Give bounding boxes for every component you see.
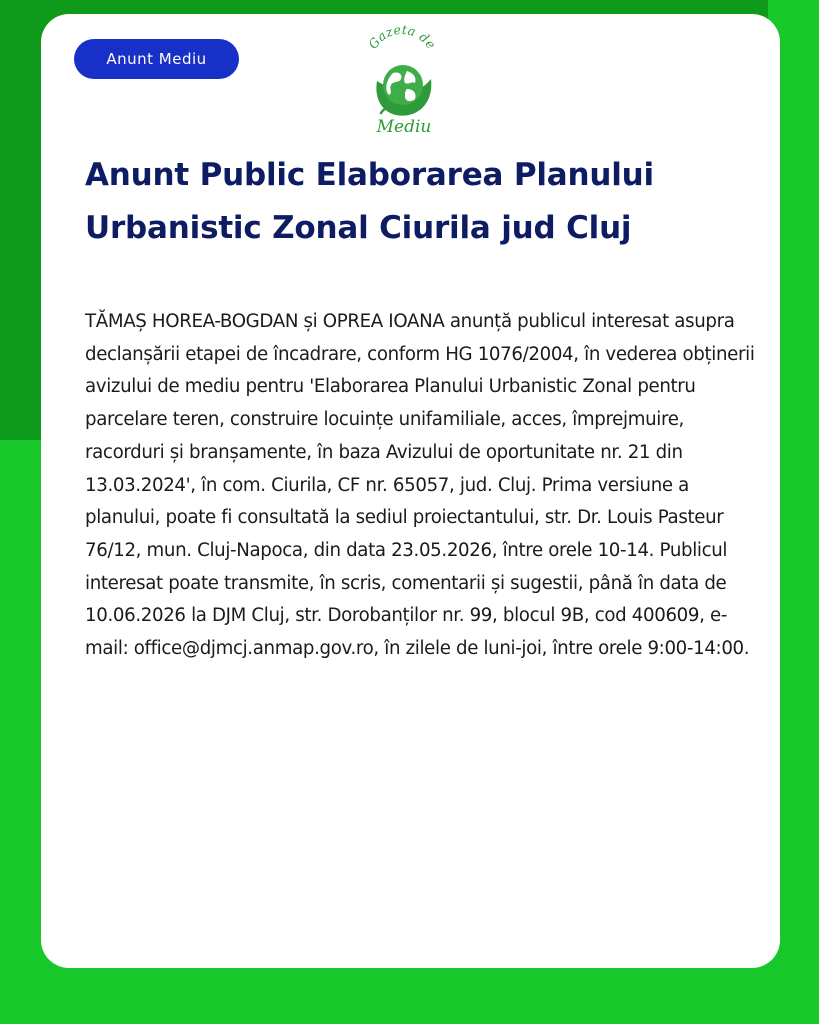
globe-leaf-icon: [376, 65, 431, 116]
category-badge[interactable]: [74, 39, 239, 79]
gazeta-de-mediu-logo: [359, 19, 445, 137]
article-body: TĂMAȘ HOREA-BOGDAN și OPREA IOANA anunță publicul interesat asupra declanșării etapei de încadrare, conform HG 1076/2004, în vederea obținerii avizului de mediu pentru 'Elaborarea Planului Urbanistic Zonal pentru parcelare teren, construire locuințe unifamiliale, acces, împrejmuire, racorduri și branșamente, în baza Avizului de oportunitate nr. 21 din 13.03.2024', în com. Ciurila, CF nr. 65057, jud. Cluj. Prima versiune a planului, poate fi consultată la sediul proiectantului, str. Dr. Louis Pasteur 76/12, mun. Cluj-Napoca, din data 23.05.2026, între orele 10-14. Publicul interesat poate transmite, în scris, comentarii și sugestii, până în data de 10.06.2026 la DJM Cluj, str. Dorobanților nr. 99, blocul 9B, cod 400609, e-mail: office@djmcj.anmap.gov.ro, în zilele de luni-joi, între orele 9:00-14:00.: [85, 311, 755, 660]
logo-top-text: Gazeta de: [365, 21, 440, 52]
category-badge-label: Anunt Mediu: [106, 50, 207, 68]
svg-text:Gazeta de: [365, 22, 439, 52]
announcement-card: [41, 14, 780, 968]
logo-bottom-text: Mediu: [376, 117, 432, 137]
article-title: Anunt Public Elaborarea Planului Urbanistic Zonal Ciurila jud Cluj: [85, 157, 654, 246]
